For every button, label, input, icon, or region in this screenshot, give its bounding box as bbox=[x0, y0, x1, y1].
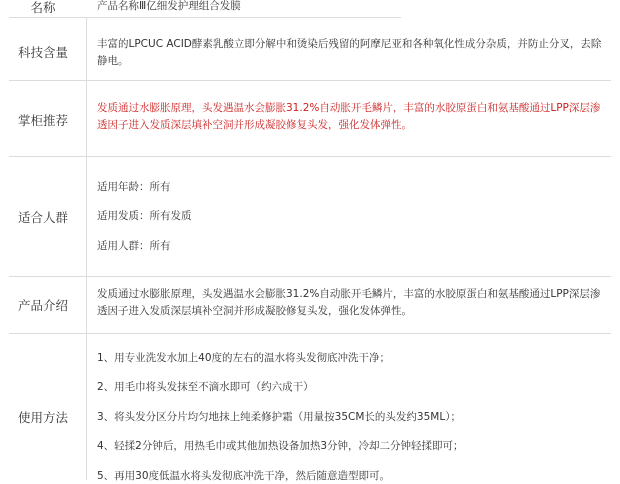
table-row-usage bbox=[0, 334, 620, 484]
row-text-recommend: 发质通过水膨胀原理，头发遇温水会膨胀31.2%自动胀开毛鳞片，丰富的水胶原蛋白和氨基酸通过LPP深层渗透因子进入发质深层填补空洞并形成凝胶修复头发，强化发体弹性。 bbox=[97, 102, 601, 131]
table-row-tech bbox=[0, 18, 620, 80]
row-label-usage: 使用方法 bbox=[17, 410, 68, 425]
row-label-top: 名称 bbox=[30, 0, 56, 15]
usage-step-2: 2、用毛巾将头发抹至不滴水即可（约六成干） bbox=[97, 381, 314, 393]
suitable-hair-type: 适用发质：所有发质 bbox=[97, 210, 192, 222]
row-label-intro: 产品介绍 bbox=[17, 298, 68, 313]
column-divider bbox=[86, 18, 87, 480]
table-row-intro bbox=[0, 277, 620, 333]
usage-step-5: 5、再用30度低温水将头发彻底冲洗干净，然后随意造型即可。 bbox=[97, 470, 391, 482]
usage-step-1: 1、用专业洗发水加上40度的左右的温水将头发彻底冲洗干净； bbox=[97, 352, 391, 364]
row-label-recommend: 掌柜推荐 bbox=[17, 113, 68, 128]
table-row-suitable bbox=[0, 157, 620, 275]
table-row-top bbox=[0, 0, 620, 18]
suitable-age: 适用年龄：所有 bbox=[97, 181, 171, 193]
usage-step-4: 4、轻揉2分钟后，用热毛巾或其他加热设备加热3分钟，冷却二分钟轻揉即可； bbox=[97, 440, 464, 452]
row-text-top: 产品名称Ⅲ亿细发护理组合发膜 bbox=[97, 0, 241, 12]
row-label-suitable: 适合人群 bbox=[17, 210, 68, 225]
usage-step-3: 3、将头发分区分片均匀地抹上纯柔修护霜（用量按35CM长的头发约35ML）； bbox=[97, 411, 461, 423]
row-label-tech: 科技含量 bbox=[17, 45, 68, 60]
suitable-people: 适用人群：所有 bbox=[97, 240, 171, 252]
table-row-recommend bbox=[0, 81, 620, 155]
row-text-intro: 发质通过水膨胀原理，头发遇温水会膨胀31.2%自动胀开毛鳞片，丰富的水胶原蛋白和氨基酸通过LPP深层渗透因子进入发质深层填补空洞并形成凝胶修复头发，强化发体弹性。 bbox=[97, 288, 601, 317]
row-text-tech: 丰富的LPCUC ACID酵素乳酸立即分解中和烫染后残留的阿摩尼亚和各种氧化性成分杂质，并防止分叉，去除静电。 bbox=[97, 38, 602, 67]
